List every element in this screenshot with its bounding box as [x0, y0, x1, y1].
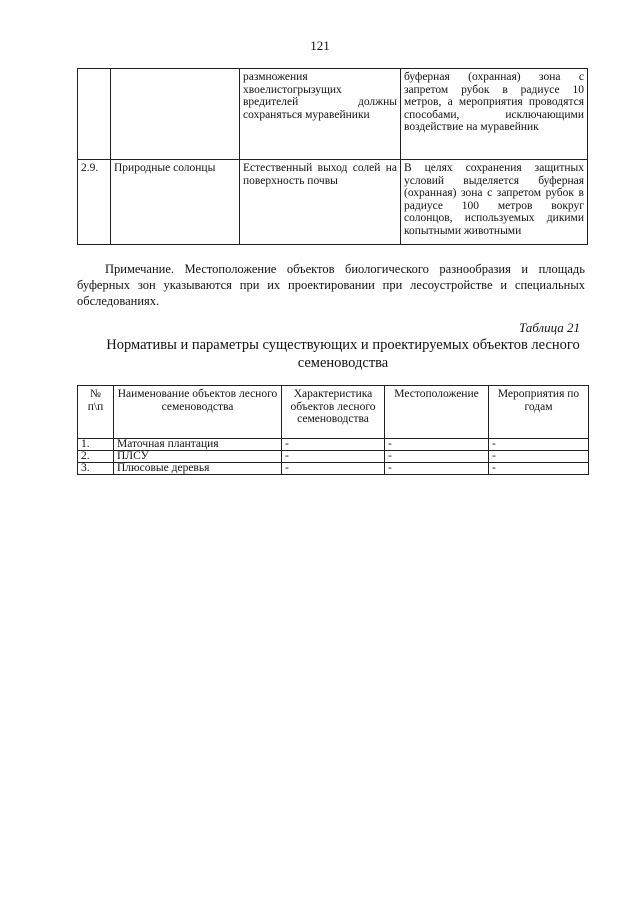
row-number-cell: 3. [78, 463, 114, 475]
measures-cell: - [489, 439, 589, 451]
object-name-cell [111, 69, 240, 160]
table-row [78, 160, 588, 245]
row-number-cell [78, 69, 111, 160]
table-caption: Таблица 21 [518, 320, 580, 335]
table-header-row [78, 386, 589, 439]
object-name-cell: Маточная плантация [114, 439, 282, 451]
table-row [78, 451, 589, 463]
object-name-cell: Природные солонцы [111, 160, 240, 245]
seed-production-table [77, 385, 589, 475]
location-cell: - [385, 439, 489, 451]
row-number-cell: 2. [78, 451, 114, 463]
column-header: Мероприятия по годам [489, 386, 589, 439]
column-header: Наименование объектов лесного семеноводства [114, 386, 282, 439]
measures-cell: - [489, 463, 589, 475]
row-number-cell: 2.9. [78, 160, 111, 245]
protection-measures-cell: В целях сохранения защитных условий выделяется буферная (охранная) зона с запретом рубок в радиусе 100 метров вокруг солонцов, используемых дикими копытными животными [401, 160, 588, 245]
page-number: 121 [310, 38, 330, 53]
measures-cell: - [489, 451, 589, 463]
column-header: № п\п [78, 386, 114, 439]
column-header: Характеристика объектов лесного семеноводства [282, 386, 385, 439]
row-number-cell: 1. [78, 439, 114, 451]
table-row [78, 439, 589, 451]
object-name-cell: ПЛСУ [114, 451, 282, 463]
table-row [78, 69, 588, 160]
characteristics-cell: - [282, 439, 385, 451]
object-feature-cell: размножения хвоелистогрызущих вредителей должны сохраняться муравейники [240, 69, 401, 160]
object-name-cell: Плюсовые деревья [114, 463, 282, 475]
object-feature-cell: Естественный выход солей на поверхность почвы [240, 160, 401, 245]
table-title: Нормативы и параметры существующих и проектируемых объектов лесного семеноводства [106, 337, 580, 371]
location-cell: - [385, 463, 489, 475]
table-row [78, 463, 589, 475]
note-paragraph: Примечание. Местоположение объектов биологического разнообразия и площадь буферных зон указываются при их проектировании при лесоустройстве и специальных обследованиях. [77, 262, 585, 308]
characteristics-cell: - [282, 463, 385, 475]
protection-measures-cell: буферная (охранная) зона с запретом рубок в радиусе 10 метров, а мероприятия проводятся способами, исключающими воздействие на муравейник [401, 69, 588, 160]
biodiversity-objects-table-continued [77, 68, 588, 245]
column-header: Местоположение [385, 386, 489, 439]
location-cell: - [385, 451, 489, 463]
characteristics-cell: - [282, 451, 385, 463]
